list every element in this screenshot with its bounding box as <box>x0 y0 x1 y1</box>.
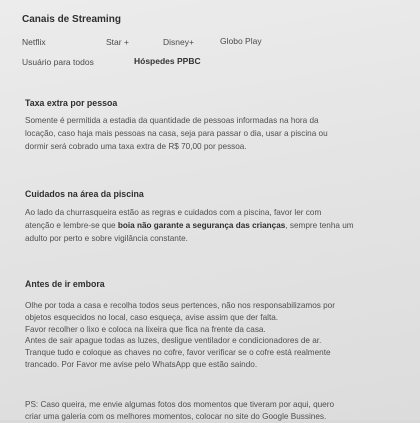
body-line: Favor recolher o lixo e coloca na lixeira que fica na frente da casa. <box>25 324 266 334</box>
body-line: dormir será cobrado uma taxa extra de R$ 70,00 por pessoa. <box>25 142 247 151</box>
body-line: Olhe por toda a casa e recolha todos seus pertences, não nos responsabilizamos por <box>25 301 335 310</box>
section-heading-before-leaving: Antes de ir embora <box>25 279 105 289</box>
section-heading-pool-care: Cuidados na área da piscina <box>25 189 144 199</box>
body-line: Somente é permitida a estadia da quantidade de pessoas informadas na hora da <box>25 116 319 125</box>
body-line-emphasis: atenção e lembre-se que boia não garante a segurança das crianças, sempre tenha um <box>25 221 354 230</box>
streaming-title: Canais de Streaming <box>22 14 121 25</box>
body-line: Antes de sair apague todas as luzes, desligue ventilador e condicionadores de ar. <box>25 336 322 346</box>
ps-line: PS: Caso queira, me envie algumas fotos dos momentos que tiveram por aqui, quero <box>25 400 335 409</box>
body-line: Ao lado da churrasqueira estão as regras e cuidados com a piscina, favor ler com <box>25 208 322 217</box>
user-label: Usuário para todos <box>22 57 94 67</box>
body-line: Tranque tudo e coloque as chaves no cofre, favor verificar se o cofre está realmente <box>25 348 331 358</box>
service-star-plus: Star + <box>106 37 129 47</box>
section-body-extra-fee <box>25 114 328 153</box>
service-netflix: Netflix <box>22 37 46 47</box>
service-disney-plus: Disney+ <box>163 37 194 47</box>
user-value: Hóspedes PPBC <box>134 56 201 66</box>
section-body-before-leaving <box>25 300 335 371</box>
pool-safety-emphasis: boia não garante a segurança das crianças <box>117 221 286 230</box>
ps-line: criar uma galeria com os melhores momentos, colocar no site do Google Bussines. <box>25 412 327 421</box>
body-line: trancado. Por Favor me avise pelo WhatsApp que estão saindo. <box>25 359 258 369</box>
section-body-pool-care <box>25 206 354 245</box>
body-line: adulto por perto e sobre vigilância constante. <box>25 234 188 243</box>
body-line: objetos esquecidos no local, caso esqueça, avise assim que der falta. <box>25 312 279 322</box>
body-line: locação, caso haja mais pessoas na casa, seja para passar o dia, usar a piscina ou <box>25 129 328 138</box>
service-globo-play: Globo Play <box>220 36 262 46</box>
section-heading-extra-fee: Taxa extra por pessoa <box>25 98 118 108</box>
ps-note <box>25 399 334 423</box>
